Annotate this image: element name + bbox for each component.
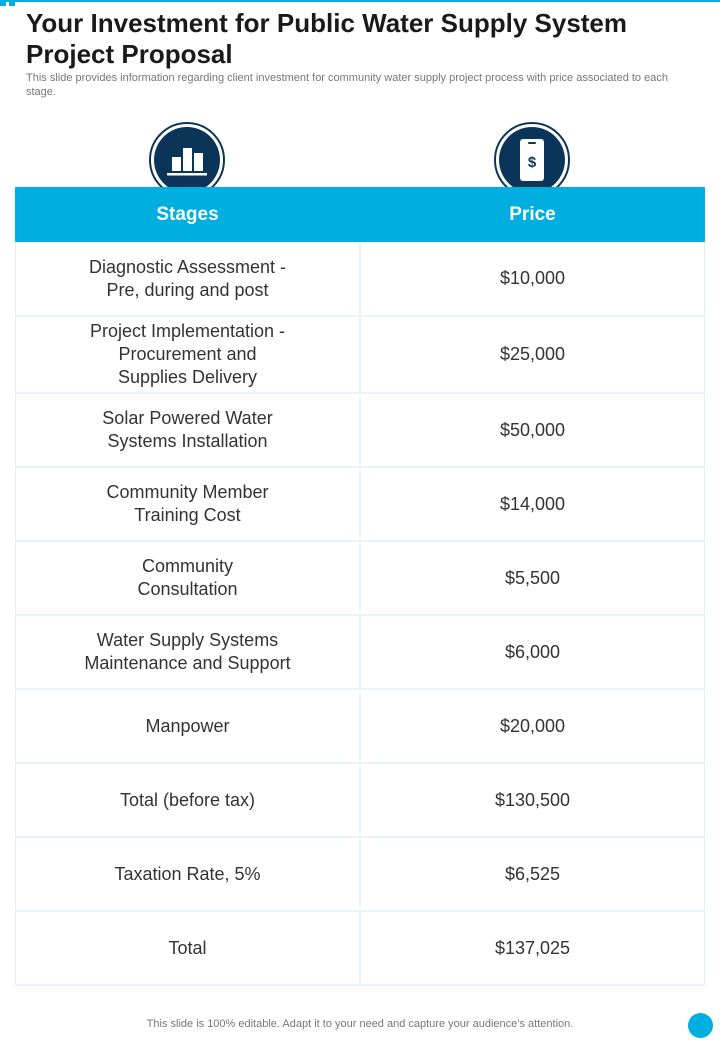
page-title: Your Investment for Public Water Supply System Project Proposal xyxy=(26,8,628,69)
price-cell: $20,000 xyxy=(499,715,566,736)
stage-cell: Total xyxy=(16,912,361,984)
stage-cell: Diagnostic Assessment - Pre, during and post xyxy=(16,242,361,315)
top-accent-bar xyxy=(0,0,720,4)
price-cell: $6,000 xyxy=(504,641,561,662)
table-header xyxy=(15,187,705,242)
page-subtitle: This slide provides information regarding client investment for community water supply project process with price associated to each stage. xyxy=(26,72,668,98)
table-row xyxy=(15,468,705,542)
table-row xyxy=(15,394,705,468)
table-row xyxy=(15,690,705,764)
table-row xyxy=(15,838,705,912)
footer-note: This slide is 100% editable. Adapt it to your need and capture your audience’s attention. xyxy=(146,1018,574,1030)
stage-cell: Manpower xyxy=(16,690,361,762)
table-row xyxy=(15,616,705,690)
stage-cell: Project Implementation - Procurement and Supplies Delivery xyxy=(16,317,361,392)
table-row xyxy=(15,764,705,838)
price-cell: $10,000 xyxy=(499,268,566,288)
price-cell: $50,000 xyxy=(499,419,566,440)
investment-table xyxy=(15,187,705,986)
header-price: Price xyxy=(509,203,556,225)
stage-cell: Solar Powered Water Systems Installation xyxy=(16,394,361,466)
stage-cell: Community Consultation xyxy=(16,542,361,614)
table-row xyxy=(15,912,705,986)
price-cell: $14,000 xyxy=(499,493,566,514)
price-cell: $6,525 xyxy=(504,863,561,884)
price-cell: $25,000 xyxy=(499,344,566,364)
dollar-symbol: $ xyxy=(527,154,537,171)
table-row xyxy=(15,317,705,394)
stage-cell: Taxation Rate, 5% xyxy=(16,838,361,910)
footer-dot-icon xyxy=(688,1013,713,1038)
header-stages: Stages xyxy=(156,203,219,225)
stage-cell: Total (before tax) xyxy=(16,764,361,836)
stage-cell: Community Member Training Cost xyxy=(16,468,361,540)
table-row xyxy=(15,242,705,317)
table-row xyxy=(15,542,705,616)
price-cell: $130,500 xyxy=(494,789,571,810)
stage-cell: Water Supply Systems Maintenance and Support xyxy=(16,616,361,688)
price-cell: $137,025 xyxy=(494,937,571,958)
price-cell: $5,500 xyxy=(504,567,561,588)
